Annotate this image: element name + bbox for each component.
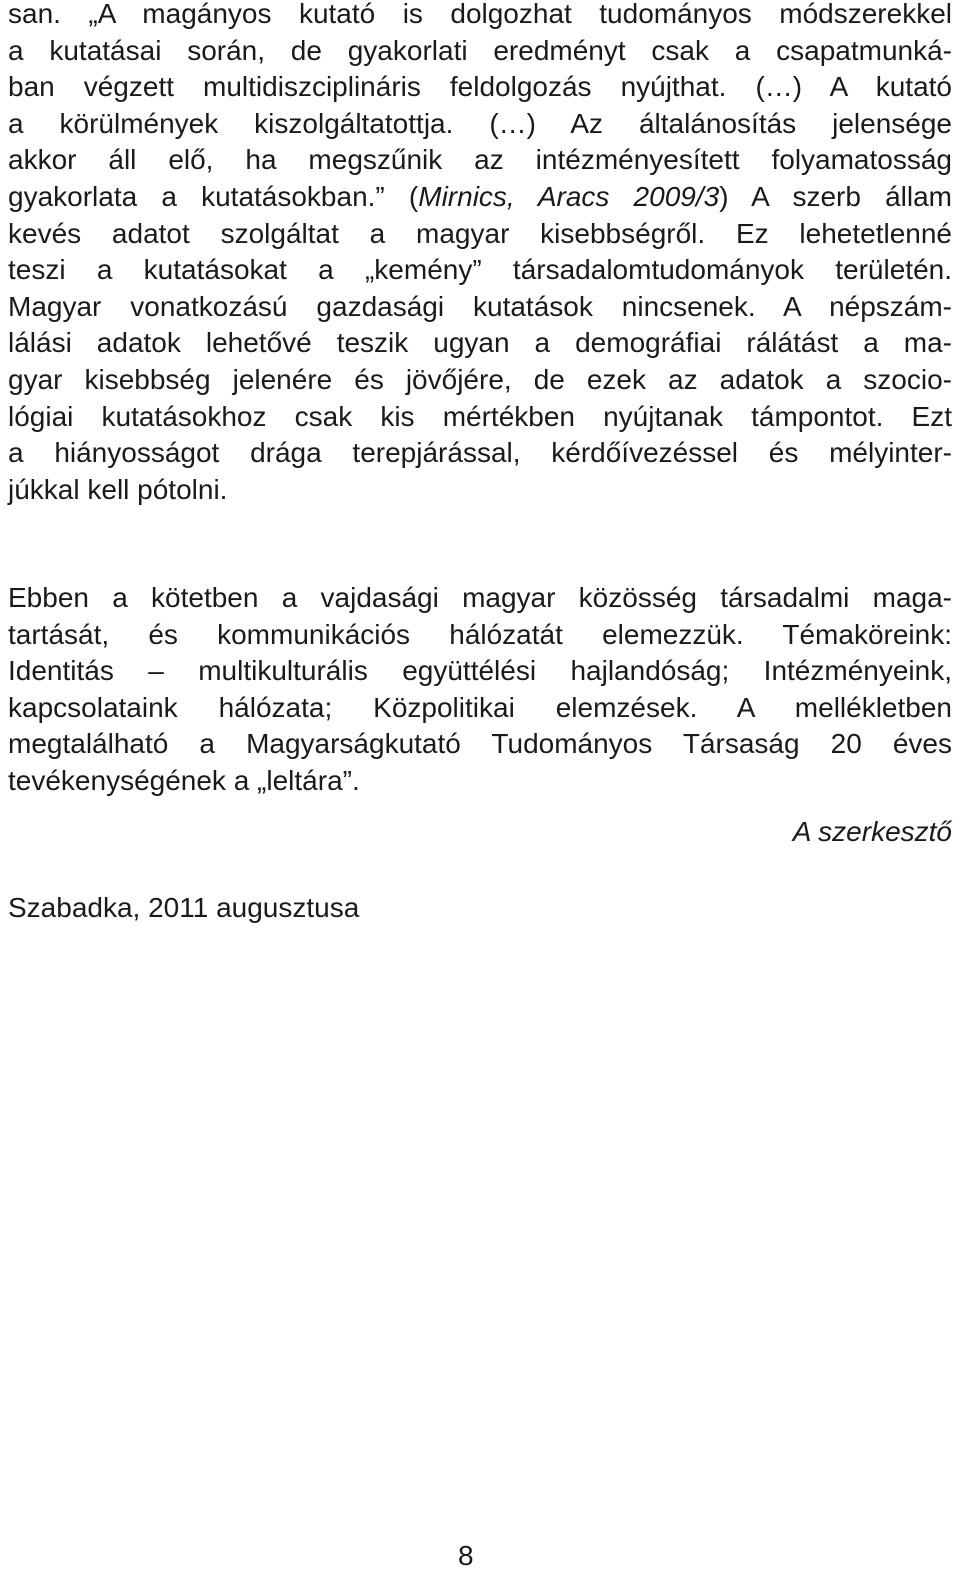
text-line: akkor áll elő, ha megszűnik az intézményesített folyamatosság	[8, 144, 952, 176]
text-line: megtalálható a Magyarságkutató Tudományos Társaság 20 éves	[8, 728, 952, 760]
citation-prefix: gyakorlata a kutatásokban.” (	[8, 180, 419, 212]
text-line: Identitás – multikulturális együttélési hajlandóság; Intézményeink,	[8, 655, 952, 687]
paragraph-volume-summary	[8, 580, 952, 800]
paragraph-quote	[8, 0, 952, 508]
text-line: tevékenységének a „leltára”.	[8, 764, 360, 796]
place-date-line: Szabadka, 2011 augusztusa	[8, 892, 360, 923]
text-line: a körülmények kiszolgáltatottja. (…) Az általánosítás jelensége	[8, 107, 952, 139]
text-line: san. „A magányos kutató is dolgozhat tudományos módszerekkel	[8, 0, 952, 29]
text-line: kapcsolataink hálózata; Közpolitikai elemzések. A mellékletben	[8, 691, 952, 723]
text-line: teszi a kutatásokat a „kemény” társadalomtudományok területén.	[8, 254, 952, 286]
text-line: kevés adatot szolgáltat a magyar kisebbségről. Ez lehetetlenné	[8, 217, 952, 249]
text-line: Ebben a kötetben a vajdasági magyar közösség társadalmi maga-	[8, 582, 952, 613]
text-line: lálási adatok lehetővé teszik ugyan a demográfiai rálátást a ma-	[8, 327, 952, 359]
editor-signature: A szerkesztő	[792, 816, 952, 847]
text-line: gyar kisebbség jelenére és jövőjére, de ezek az adatok a szocio-	[8, 363, 952, 395]
text-line: a kutatásai során, de gyakorlati eredményt csak a csapatmunká-	[8, 34, 952, 66]
text-line: tartását, és kommunikációs hálózatát elemezzük. Témaköreink:	[8, 618, 952, 650]
text-line: ban végzett multidiszciplináris feldolgozás nyújthat. (…) A kutató	[8, 71, 952, 103]
page-number: 8	[458, 1540, 474, 1571]
text-line-citation	[8, 179, 952, 216]
citation-reference: Mirnics, Aracs 2009/3	[418, 180, 720, 212]
text-line: júkkal kell pótolni.	[8, 473, 228, 505]
text-line: a hiányosságot drága terepjárással, kérdőívezéssel és mélyinter-	[8, 437, 952, 469]
text-line: Magyar vonatkozású gazdasági kutatások nincsenek. A népszám-	[8, 290, 952, 322]
citation-suffix: ) A szerb állam	[719, 180, 952, 212]
text-line: lógiai kutatásokhoz csak kis mértékben nyújtanak támpontot. Ezt	[8, 400, 952, 432]
